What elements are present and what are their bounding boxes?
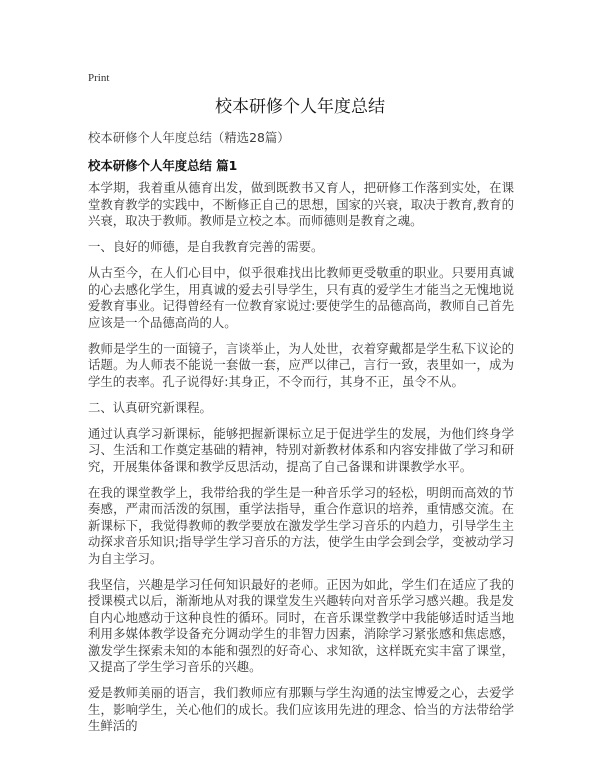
paragraph: 我坚信，兴趣是学习任何知识最好的老师。正因为如此，学生们在适应了我的授课模式以后，渐渐地从对我的课堂发生兴趣转向对音乐学习感兴趣。我是发自内心地感动于这种良性的循环。同时，在音乐课堂教学中我能够适时适当地利用多媒体教学设备充分调动学生的非智力因素，消除学习紧张感和焦虑感，激发学生探索未知的本能和强烈的好奇心、求知欲，这样既充实丰富了课堂，又提高了学生学习音乐的兴趣。	[88, 576, 514, 674]
paragraph-intro: 本学期，我着重从德育出发，做到既教书又育人，把研修工作落到实处，在课堂教育教学的实践中，不断修正自己的思想，国家的兴衰，取决于教育,教育的兴衰，取决于教师。教师是立校之本。而师德则是教育之魂。	[88, 180, 514, 228]
paragraph: 教师是学生的一面镜子，言谈举止，为人处世，衣着穿戴都是学生私下议论的话题。为人师表不能说一套做一套，应严以律己，言行一致，表里如一，成为学生的表率。孔子说得好:其身正，不令而行，其身不正，虽令不从。	[88, 340, 514, 389]
paragraph-heading-2: 二、认真研究新课程。	[88, 399, 212, 415]
print-label: Print	[88, 72, 110, 84]
paragraph: 通过认真学习新课标，能够把握新课标立足于促进学生的发展，为他们终身学习、生活和工作奠定基础的精神，特别对新教材体系和内容安排做了学习和研究，开展集体备课和教学反思活动，提高了自己备课和讲课教学水平。	[88, 425, 514, 474]
paragraph: 从古至今，在人们心目中，似乎很难找出比教师更受敬重的职业。只要用真诚的心去感化学生，用真诚的爱去引导学生，只有真的爱学生才能当之无愧地说爱教育事业。记得曾经有一位教育家说过:要使学生的品德高尚，教师自己首先应该是一个品德高尚的人。	[88, 265, 514, 330]
paragraph: 爱是教师美丽的语言，我们教师应有那颗与学生沟通的法宝博爱之心，去爱学生，影响学生，关心他们的成长。我们应该用先进的理念、恰当的方法带给学生鲜活的	[88, 685, 514, 733]
document-body	[88, 130, 514, 744]
paragraph-heading-1: 一、良好的师德，是自我教育完善的需要。	[88, 239, 324, 254]
paragraph: 在我的课堂教学上，我带给我的学生是一种音乐学习的轻松，明朗而高效的节奏感，严肃而活泼的氛围，重学法指导，重合作意识的培养，重情感交流。在新课标下，我觉得教师的教学要放在激发学生学习音乐的内趋力，引导学生主动探求音乐知识;指导学生学习音乐的方法，使学生由学会到会学，变被动学习为自主学习。	[88, 484, 514, 566]
section-heading: 校本研修个人年度总结 篇1	[88, 157, 238, 173]
document-title: 校本研修个人年度总结	[215, 97, 385, 117]
document-subtitle: 校本研修个人年度总结（精选28篇）	[88, 130, 290, 145]
